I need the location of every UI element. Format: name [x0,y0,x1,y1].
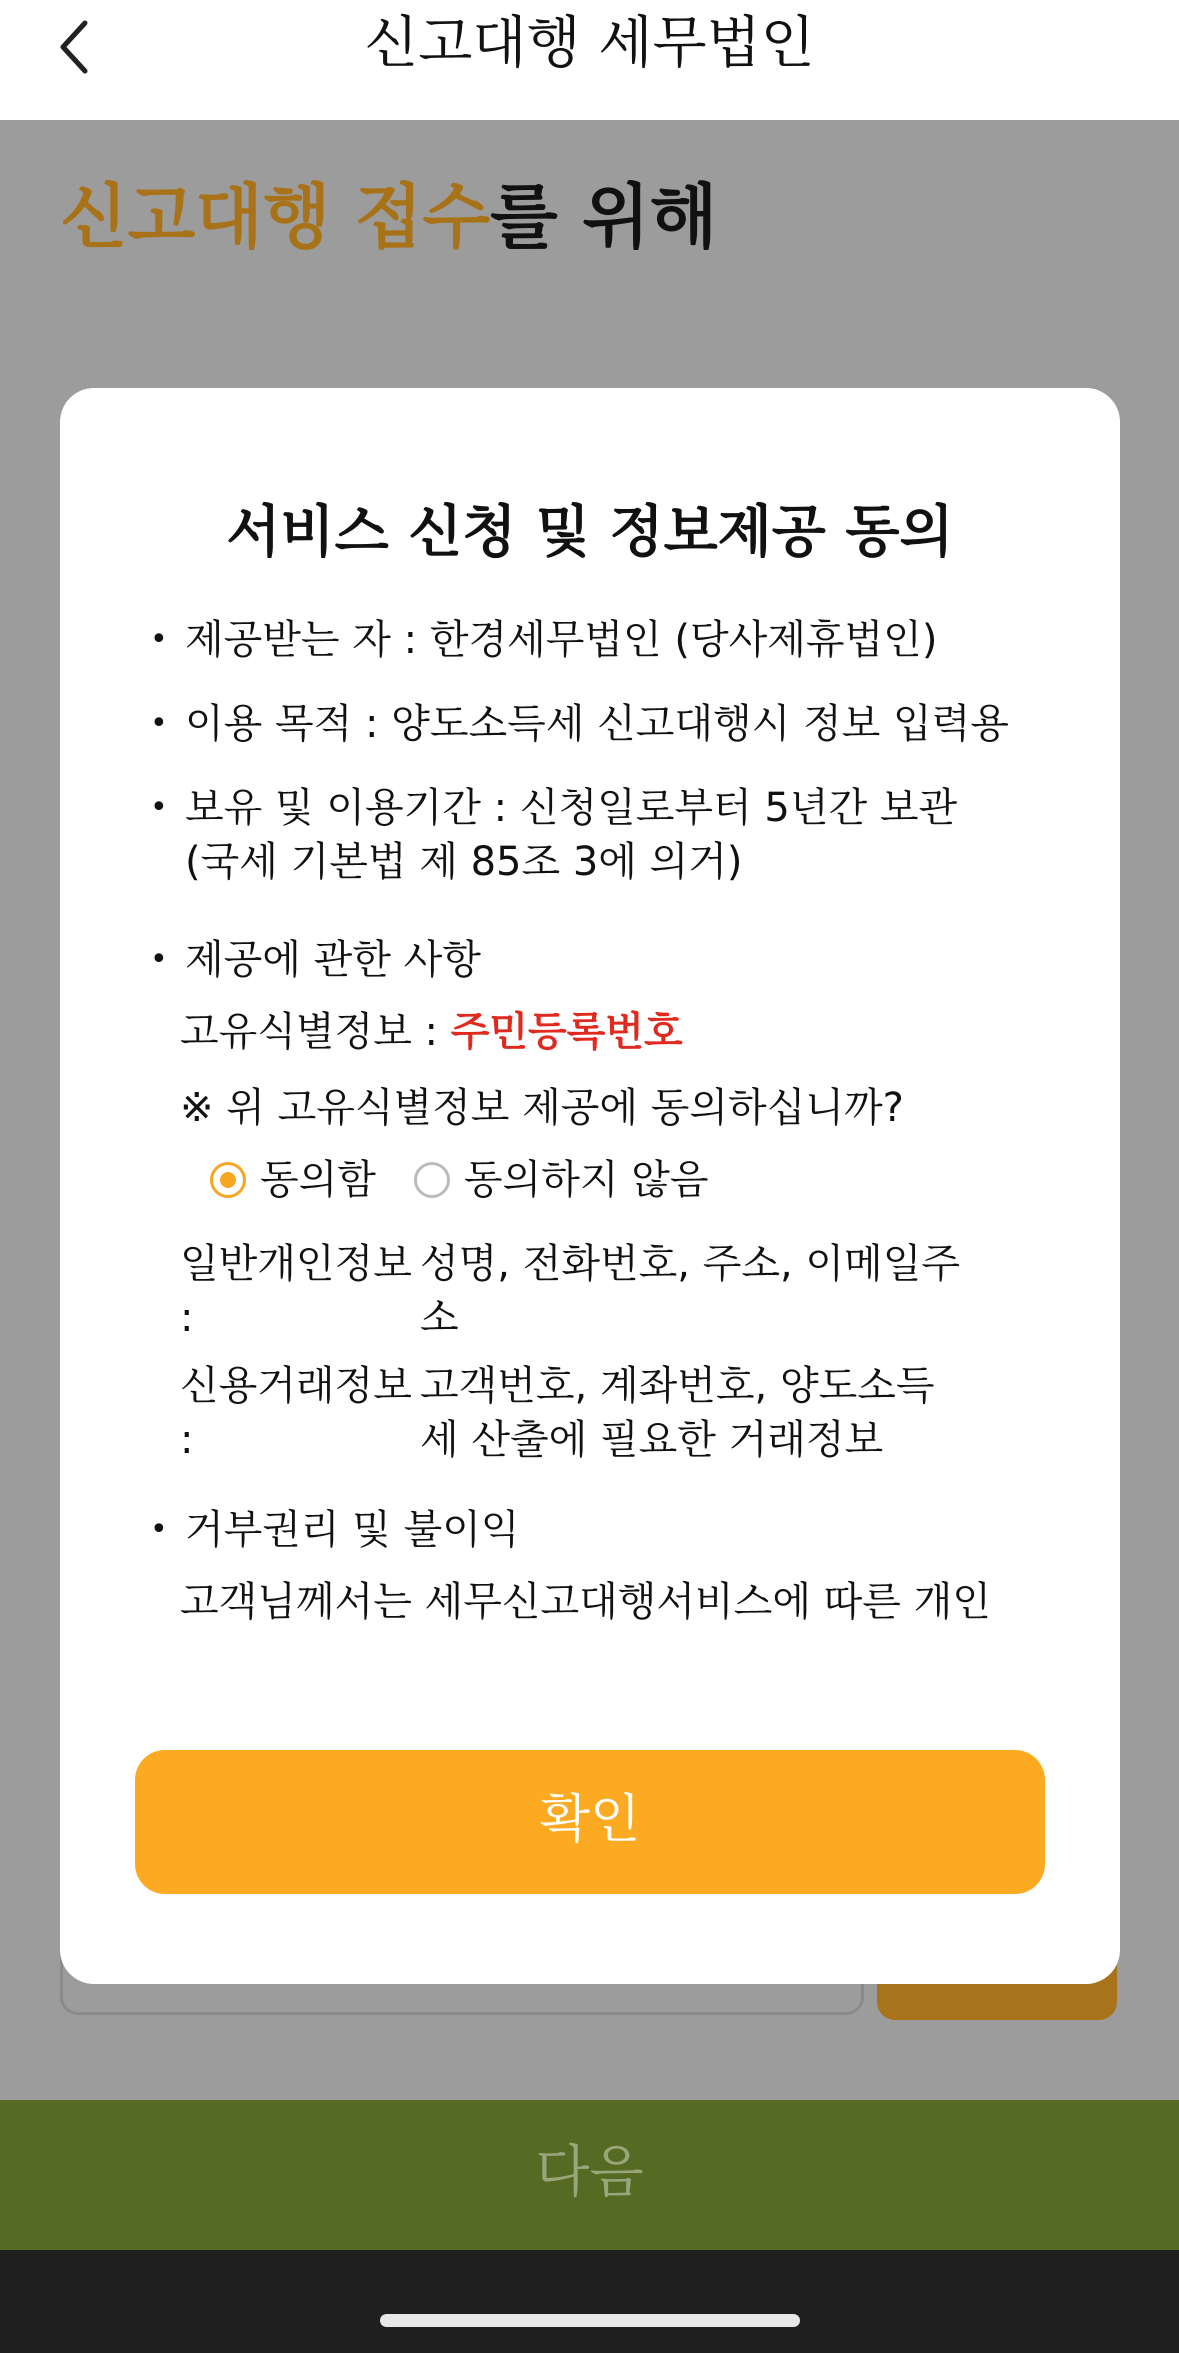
credit-info-value: 고객번호, 계좌번호, 양도소득세 산출에 필요한 거래정보 [420,1363,935,1463]
refusal-heading: • 거부권리 및 불이익 [150,1503,1050,1557]
unique-id-value: 주민등록번호 [450,1009,683,1055]
home-indicator[interactable] [380,2314,800,2327]
general-info-value: 성명, 전화번호, 주소, 이메일주소 [420,1241,960,1341]
radio-option-disagree[interactable] [414,1153,709,1207]
general-info-key-line-1: 일반개인정보 [180,1241,412,1287]
unique-id-row [150,1005,1050,1059]
credit-info-key-line-1: 신용거래정보 [180,1363,412,1409]
retention-line-1: • 보유 및 이용기간 : 신청일로부터 5년간 보관 [185,785,958,831]
modal-title: 서비스 신청 및 정보제공 동의 [226,500,954,565]
consent-question: ※ 위 고유식별정보 제공에 동의하십니까? [180,1085,904,1131]
credit-info-key-line-2: : [180,1417,194,1463]
unique-id-label: 고유식별정보 : [180,1009,451,1055]
credit-info-key [180,1359,420,1467]
background-heading [60,172,717,262]
radio-unchecked-icon[interactable] [414,1162,450,1198]
system-nav-bar [0,2250,1179,2353]
general-info-key-line-2: : [180,1295,194,1341]
purpose-item: • 이용 목적 : 양도소득세 신고대행시 정보 입력용 [150,697,1050,751]
radio-checked-icon[interactable] [210,1162,246,1198]
refusal-text: 고객님께서는 세무신고대행서비스에 따른 개인 [180,1579,991,1625]
app-header [0,0,1179,120]
page-title: 신고대행 세무법인 [364,11,815,76]
provision-heading: • 제공에 관한 사항 [150,933,1050,987]
background-heading-accent: 신고대행 접수 [60,176,491,258]
radio-option-agree[interactable] [210,1153,376,1207]
confirm-button[interactable]: 확인 [135,1750,1045,1894]
radio-agree-label: 동의함 [260,1157,376,1203]
retention-item [150,781,1050,889]
consent-radio-group [150,1153,1050,1207]
personal-info-table [150,1237,1050,1467]
recipient-item: • 제공받는 자 : 한경세무법인 (당사제휴법인) [150,613,1050,667]
general-info-row [180,1237,1050,1345]
general-info-key [180,1237,420,1345]
consent-modal [60,388,1120,1984]
consent-body [150,613,1050,1629]
background-heading-rest: 를 위해 [490,176,718,258]
radio-disagree-label: 동의하지 않음 [463,1157,709,1203]
credit-info-row [180,1359,1050,1467]
next-button[interactable]: 다음 [0,2100,1179,2250]
retention-line-2: (국세 기본법 제 85조 3에 의거) [185,839,743,885]
